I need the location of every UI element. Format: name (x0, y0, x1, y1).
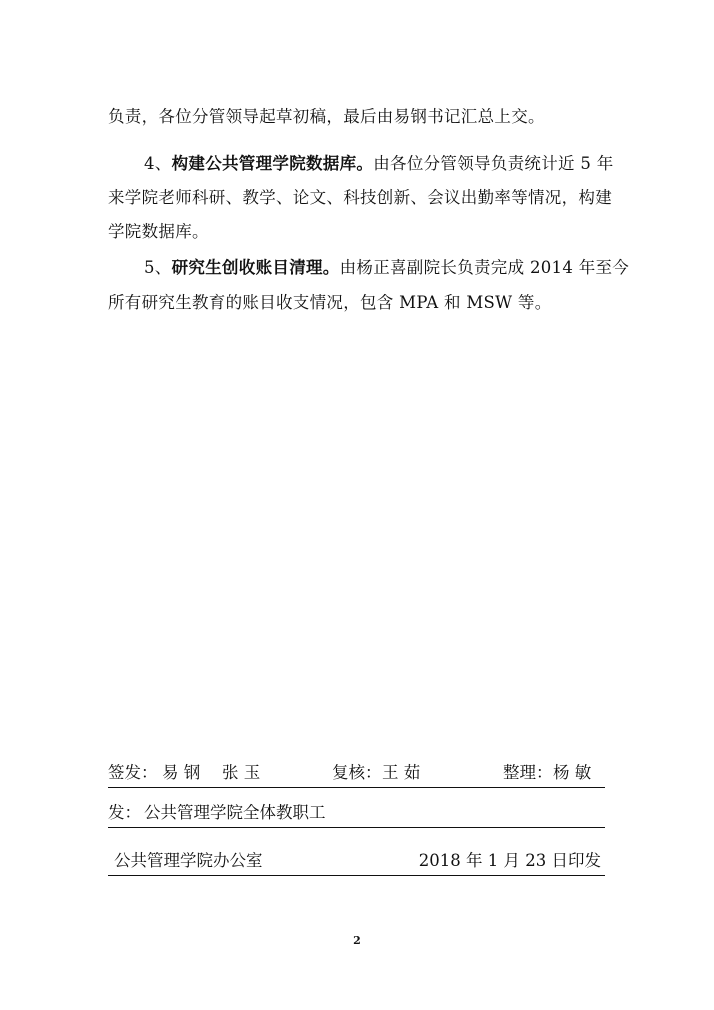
page-number: 2 (353, 934, 361, 947)
item-4-number: 4、 (144, 154, 172, 173)
footer-issuer-row (108, 847, 605, 876)
sign-label: 签发： (108, 763, 158, 782)
send-label: 发： (108, 803, 141, 822)
footer-distribution-row (108, 799, 605, 828)
sign-names: 易 钢 张 玉 (162, 763, 261, 782)
review-name: 王 茹 (382, 763, 421, 782)
item-4-text: 由各位分管领导负责统计近 5 年 (373, 154, 614, 173)
compile-label: 整理： (503, 763, 553, 782)
item-5-line-1 (144, 256, 630, 280)
review-label: 复核： (332, 763, 382, 782)
item-4-line-2: 来学院老师科研、教学、论文、科技创新、会议出勤率等情况，构建 (108, 188, 612, 207)
item-5-heading: 研究生创收账目清理。 (171, 258, 340, 277)
item-4-heading: 构建公共管理学院数据库。 (171, 154, 374, 173)
item-5-text: 由杨正喜副院长负责完成 2014 年至今 (339, 258, 630, 277)
footer-signature-row (108, 759, 605, 788)
compile-name: 杨 敏 (553, 763, 592, 782)
item-4-line-3: 学院数据库。 (108, 222, 209, 241)
issuing-office: 公共管理学院办公室 (114, 851, 263, 870)
body-line-1: 负责，各位分管领导起草初稿，最后由易钢书记汇总上交。 (108, 107, 545, 126)
item-5-number: 5、 (144, 258, 172, 277)
item-5-line-2: 所有研究生教育的账目收支情况，包含 MPA 和 MSW 等。 (108, 293, 552, 312)
item-4-line-1 (144, 152, 614, 176)
issue-date: 2018 年 1 月 23 日印发 (418, 851, 601, 870)
send-to: 公共管理学院全体教职工 (144, 803, 326, 822)
